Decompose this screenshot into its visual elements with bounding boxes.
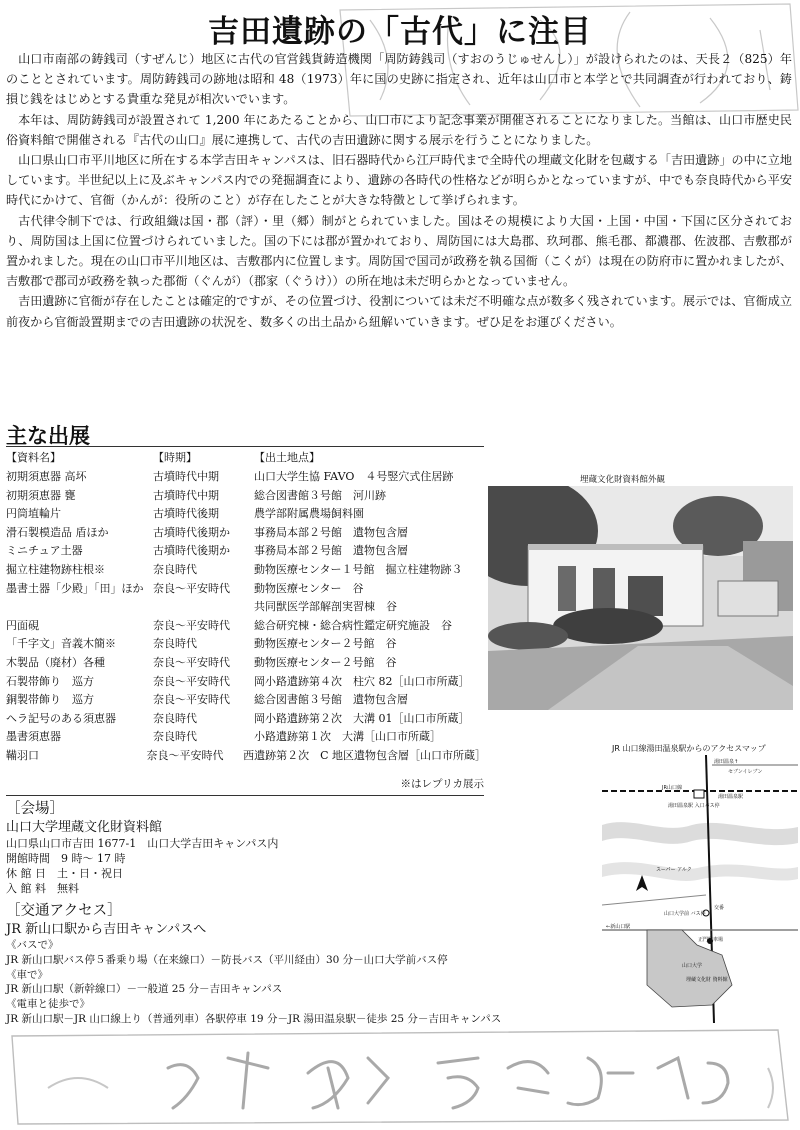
item-name: 初期須恵器 高坏	[6, 470, 87, 483]
map-label: 山口大学前 バス停	[664, 911, 706, 917]
venue-label: ［会場］	[6, 801, 64, 817]
item-period: 奈良～平安時代	[146, 748, 224, 762]
item-site: 山口大学生協 FAVO ４号竪穴式住居跡	[254, 470, 454, 483]
map-label: 埋蔵文化財 資料館	[686, 977, 728, 983]
table-row	[6, 598, 486, 617]
map-label: 交番	[714, 905, 725, 911]
item-period: 奈良～平安時代	[153, 655, 230, 669]
item-period: 奈良～平安時代	[153, 693, 230, 707]
access-info	[6, 902, 606, 1027]
item-name: 木製品（廃材）各種	[6, 655, 105, 669]
table-row	[6, 561, 486, 580]
table-row	[6, 691, 486, 710]
intro-text	[6, 49, 792, 332]
item-period: 奈良時代	[153, 637, 197, 651]
access-line: JR 新山口駅（新幹線口）－一般道 25 分－吉田キャンパス	[6, 983, 283, 996]
access-line: 《バスで》	[6, 939, 59, 951]
map-label: 正門駐車場	[698, 937, 724, 943]
item-site: 農学部附属農場飼料園	[254, 507, 364, 521]
item-name	[6, 598, 153, 617]
table-row	[6, 673, 486, 692]
map-label: スーパー アルク	[656, 867, 692, 873]
item-site: 総合図書館３号館 河川跡	[254, 488, 386, 502]
item-name: 滑石製模造品 盾ほか	[6, 525, 109, 539]
column-header: 【資料名】	[6, 451, 61, 464]
table-row	[6, 468, 486, 487]
table-header-row	[6, 448, 486, 468]
column-header: 【時期】	[153, 451, 197, 464]
replica-note: ※はレプリカ展示	[400, 778, 484, 790]
item-site: 事務局本部２号館 遺物包含層	[254, 525, 408, 539]
item-site: 岡小路遺跡第２次 大溝 01［山口市所蔵］	[254, 711, 470, 725]
exhibit-table	[6, 448, 486, 766]
map-label: 山口大学	[682, 963, 703, 969]
exhibits-heading: 主な出展	[6, 423, 90, 448]
access-label: ［交通アクセス］	[6, 903, 122, 919]
map-label: 湯田温泉↑	[714, 759, 739, 765]
table-row	[6, 542, 486, 561]
intro-paragraph: 吉田遺跡に官衙が存在したことは確定的ですが、その位置づけ、役割については未だ不明確な点が数多く残されています。展示では、官衙成立前夜から官衙設置期までの吉田遺跡の状況を、数多くの出土品から紐解いていきます。ぜひ足をお運びください。	[6, 294, 792, 329]
item-name: 石製帯飾り 巡方	[6, 674, 94, 688]
item-period: 古墳時代中期	[153, 470, 219, 483]
table-row	[6, 524, 486, 543]
map-label: JR山口線	[662, 785, 682, 791]
access-line: 《電車と徒歩で》	[6, 998, 90, 1011]
item-period: 古墳時代後期か	[153, 544, 230, 558]
item-period: 古墳時代中期	[153, 488, 219, 502]
table-row	[6, 635, 486, 654]
item-period: 奈良～平安時代	[153, 618, 230, 632]
access-line: JR 新山口駅－JR 山口線上り（普通列車）各駅停車 19 分－JR 湯田温泉駅－徒歩 25 分－吉田キャンパス	[6, 1012, 502, 1025]
map-label: 湯田温泉駅 入口バス停	[668, 803, 720, 809]
item-name: 墨書土器「少殿」「田」ほか	[6, 581, 144, 595]
item-site: 岡小路遺跡第４次 柱穴 82［山口市所蔵］	[254, 674, 470, 688]
item-site: 事務局本部２号館 遺物包含層	[254, 544, 408, 558]
table-row	[6, 487, 486, 506]
photo-caption: 埋蔵文化財資料館外観	[580, 475, 666, 485]
item-site: 総合研究棟・総合病性鑑定研究施設 谷	[254, 618, 452, 632]
bottom-calligraphy-illustration	[8, 1028, 792, 1126]
item-site: 小路遺跡第１次 大溝［山口市所蔵］	[254, 730, 441, 744]
divider	[6, 446, 484, 447]
access-line: JR 新山口駅バス停５番乗り場（在来線口）－防長バス（平川経由）30 分－山口大学前バス停	[6, 953, 448, 966]
table-row	[6, 654, 486, 673]
access-line: 《車で》	[6, 968, 48, 981]
item-site: 総合図書館３号館 遺物包含層	[254, 693, 408, 707]
map-label: ←新山口駅	[606, 924, 631, 930]
item-name: 円筒埴輪片	[6, 507, 61, 521]
intro-paragraph: 山口県山口市平川地区に所在する本学吉田キャンパスは、旧石器時代から江戸時代まで全時代の埋蔵文化財を包蔵する「吉田遺跡」の中に立地しています。半世紀以上に及ぶキャンパス内での発掘調査により、遺跡の各時代の性格などが明らかとなっていますが、中でも奈良時代から平安時代にかけて、官衙（かんが：役所のこと）が存在したことが大きな特徴として挙げられます。	[6, 153, 792, 208]
item-name: 「千字文」音義木簡※	[6, 637, 116, 651]
item-name: 円面硯	[6, 618, 39, 632]
map-caption: JR 山口線湯田温泉駅からのアクセスマップ	[612, 744, 766, 753]
item-period: 奈良時代	[153, 562, 197, 576]
venue-name: 山口大学埋蔵文化財資料館	[6, 820, 163, 835]
column-header: 【出土地点】	[254, 451, 320, 464]
table-row	[6, 710, 486, 729]
map-label: 湯田温泉駅	[718, 794, 744, 800]
item-site: 共同獣医学部解剖実習棟 谷	[254, 600, 397, 614]
access-map	[602, 755, 798, 1023]
item-name: ヘラ記号のある須恵器	[6, 711, 116, 725]
item-site: 動物医療センター 谷	[254, 581, 364, 595]
item-name: 掘立柱建物跡柱根※	[6, 562, 105, 576]
table-row	[6, 617, 486, 636]
item-period: 奈良～平安時代	[153, 674, 230, 688]
intro-paragraph: 本年は、周防鋳銭司が設置されて 1,200 年にあたることから、山口市により記念事業が開催されることになりました。当館は、山口市歴史民俗資料館で開催される『古代の山口』展に連携して、古代の吉田遺跡に関する展示を行うことになりました。	[6, 112, 792, 147]
item-site: 動物医療センター１号館 掘立柱建物跡３	[254, 562, 463, 576]
item-name: 初期須恵器 甕	[6, 488, 76, 502]
item-period: 奈良～平安時代	[153, 581, 230, 595]
access-headline: JR 新山口駅から吉田キャンパスへ	[6, 922, 207, 937]
opening-hours: 開館時間 9 時～ 17 時	[6, 852, 126, 865]
venue-address: 山口県山口市吉田 1677-1 山口大学吉田キャンパス内	[6, 837, 279, 850]
page-title: 吉田遺跡の「古代」に注目	[208, 14, 592, 50]
item-period	[153, 598, 254, 617]
item-period: 古墳時代後期	[153, 507, 219, 521]
table-row	[6, 747, 486, 766]
table-row	[6, 728, 486, 747]
table-row	[6, 505, 486, 524]
item-name: 銅製帯飾り 巡方	[6, 693, 94, 707]
table-row	[6, 580, 486, 599]
item-period: 古墳時代後期か	[153, 525, 230, 539]
closed-days: 休 館 日 土・日・祝日	[6, 867, 123, 880]
item-site: 動物医療センター２号館 谷	[254, 637, 397, 651]
intro-paragraph: 山口市南部の鋳銭司（すぜんじ）地区に古代の官営銭貨鋳造機関「周防鋳銭司（すおのうじゅせんし）」が設けられたのは、天長２（825）年のこととされています。周防鋳銭司の跡地は昭和 48（1973）年に国の史跡に指定され、近年は山口市と本学とで共同調査が行われており、鋳損じ銭をはじめとする貴重な発見が相次いでいます。	[6, 52, 792, 107]
item-period: 奈良時代	[153, 711, 197, 725]
item-site: 動物医療センター２号館 谷	[254, 655, 397, 669]
item-name: ミニチュア土器	[6, 544, 83, 558]
item-name: 鞴羽口	[6, 748, 39, 762]
museum-photo	[488, 486, 793, 710]
intro-paragraph: 古代律令制下では、行政組織は国・郡（評）・里（郷）制がとられていました。国はその規模により大国・上国・中国・下国に区分されており、周防国は上国に位置づけられていました。国の下には郡が置かれており、周防国には大島郡、玖珂郡、熊毛郡、都濃郡、佐波郡、吉敷郡が置かれました。現在の山口市平川地区は、吉敷郡内に位置します。周防国で国司が政務を執る国衙（こくが）は現在の防府市に置かれましたが、吉敷郡で郡司が政務を執った郡衙（ぐんが）（郡家（ぐうけ））の所在地は未だ明らかとなっていません。	[6, 213, 792, 289]
admission-fee: 入 館 料 無料	[6, 882, 79, 895]
venue-info	[6, 800, 486, 896]
divider	[6, 795, 484, 796]
item-site: 西遺跡第２次 C 地区遺物包含層［山口市所蔵］	[243, 748, 486, 762]
item-period: 奈良時代	[153, 730, 197, 744]
map-label: セブンイレブン	[728, 769, 763, 775]
item-name: 墨書須恵器	[6, 730, 61, 744]
